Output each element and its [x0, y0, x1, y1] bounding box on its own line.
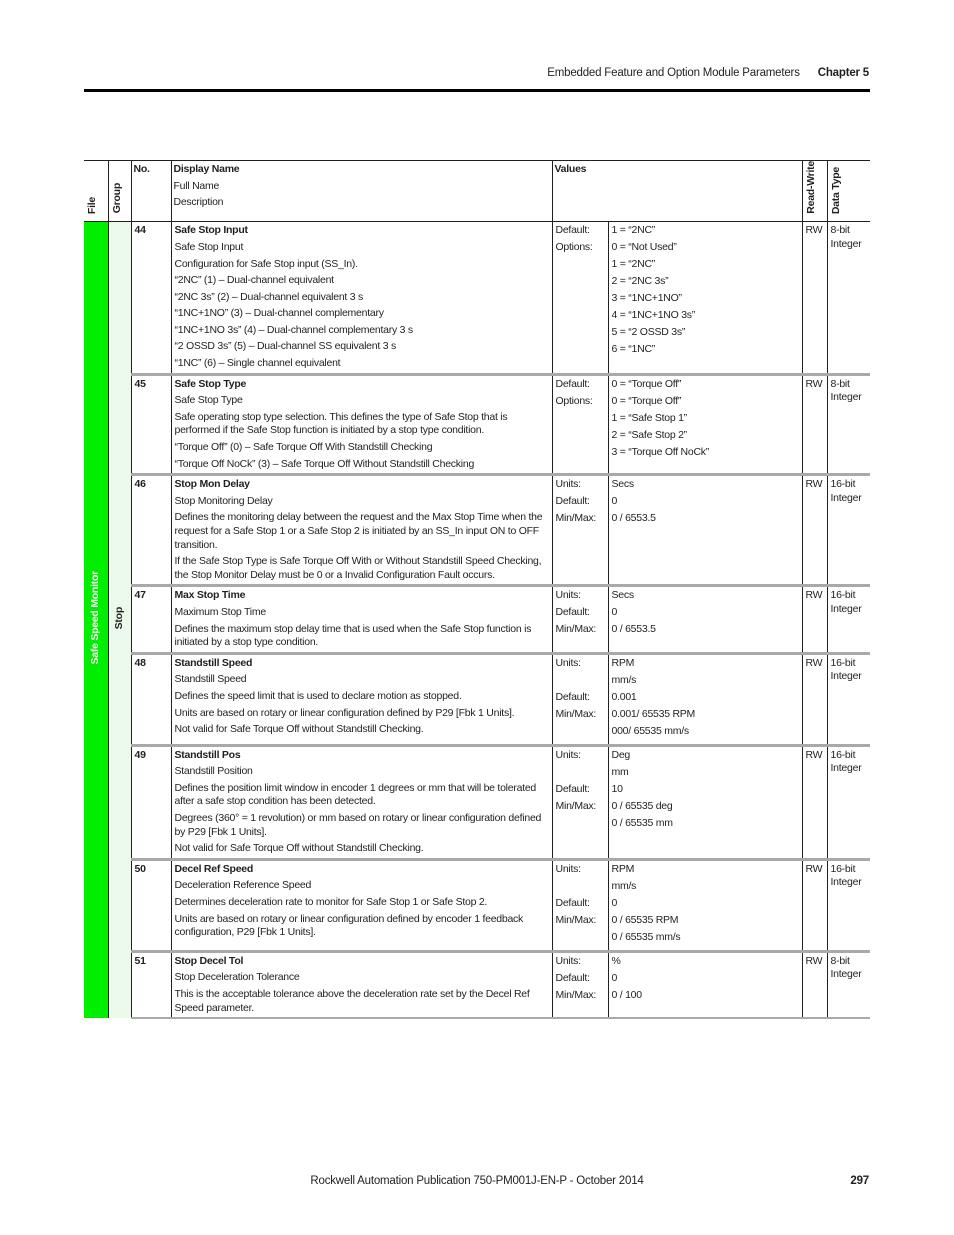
data-type: 16-bit Integer — [827, 586, 870, 653]
value-item: 3 = “Torque Off NoCk” — [611, 445, 710, 458]
value-item: mm/s — [611, 879, 637, 892]
param-description — [171, 586, 552, 653]
file-label: Safe Speed Monitor — [88, 571, 101, 665]
value-label: Options: — [555, 241, 593, 254]
value-list — [608, 586, 802, 653]
value-item: 0 — [611, 971, 618, 984]
display-name: Safe Stop Type — [174, 377, 247, 390]
value-item: 0.001 — [611, 690, 637, 703]
read-write: RW — [802, 374, 827, 475]
value-list — [608, 859, 802, 951]
value-item: Secs — [611, 589, 634, 602]
full-name: Standstill Speed — [174, 673, 247, 686]
param-description — [171, 745, 552, 859]
param-number: 48 — [131, 653, 171, 745]
value-item: 0 — [611, 606, 618, 619]
full-name: Safe Stop Type — [174, 394, 243, 407]
value-label: Min/Max: — [555, 799, 597, 812]
param-number: 46 — [131, 475, 171, 586]
group-label: Stop — [112, 606, 125, 630]
value-label: Min/Max: — [555, 707, 597, 720]
description-line: “2NC” (1) – Dual-channel equivalent — [174, 274, 334, 287]
value-label: Default: — [555, 782, 590, 795]
description-line: If the Safe Stop Type is Safe Torque Off With or Without Standstill Speed Checking, the Stop Monitor Delay must be 0 or a Invalid Configuration Fault occurs. — [174, 555, 542, 581]
description-line: This is the acceptable tolerance above the deceleration rate set by the Decel Ref Speed parameter. — [174, 987, 530, 1014]
description-line: Safe operating stop type selection. This defines the type of Safe Stop that is performed if the Safe Stop function is initiated by a stop type condition. — [174, 410, 508, 437]
value-item: 0 = “Torque Off” — [611, 394, 682, 407]
value-item: RPM — [611, 862, 635, 875]
value-item: 10 — [611, 782, 623, 795]
full-name: Standstill Position — [174, 765, 253, 778]
page-number: 297 — [850, 1175, 869, 1187]
value-label: Units: — [555, 656, 581, 669]
value-list — [608, 653, 802, 745]
value-item: 1 = “2NC” — [611, 258, 656, 271]
value-labels — [552, 653, 608, 745]
read-write: RW — [802, 222, 827, 374]
value-item: 0 = “Torque Off” — [611, 377, 682, 390]
value-item: Secs — [611, 478, 634, 491]
value-item: mm/s — [611, 673, 637, 686]
value-label: Default: — [555, 971, 590, 984]
read-write: RW — [802, 745, 827, 859]
value-item: 6 = “1NC” — [611, 343, 656, 356]
value-labels — [552, 374, 608, 475]
parameter-table — [84, 160, 870, 1019]
description-line: Configuration for Safe Stop input (SS_In). — [174, 257, 358, 270]
chapter-label: Chapter 5 — [817, 67, 869, 79]
data-type: 8-bit Integer — [827, 951, 870, 1018]
value-item: 0 — [611, 896, 618, 909]
value-item: 1 = “2NC” — [611, 224, 656, 237]
value-label: Default: — [555, 495, 590, 508]
value-label — [556, 766, 605, 780]
value-item: Deg — [611, 748, 631, 761]
description-line: Defines the monitoring delay between the request and the Max Stop Time when the request for a Safe Stop 1 or a Safe Stop 2 is initiated by an SS_In input ON to OFF transition. — [174, 511, 543, 551]
read-write: RW — [802, 859, 827, 951]
table-row — [84, 222, 870, 374]
value-list — [608, 951, 802, 1018]
data-type: 8-bit Integer — [827, 222, 870, 374]
header-rule — [84, 89, 870, 92]
display-name: Stop Mon Delay — [174, 478, 250, 491]
group-cell — [108, 222, 131, 1018]
value-label: Default: — [555, 690, 590, 703]
full-name: Stop Deceleration Tolerance — [174, 971, 300, 984]
param-number: 47 — [131, 586, 171, 653]
value-item: 5 = “2 OSSD 3s” — [611, 326, 686, 339]
value-labels — [552, 745, 608, 859]
description-line: Determines deceleration rate to monitor for Safe Stop 1 or Safe Stop 2. — [174, 896, 488, 909]
value-label: Units: — [555, 589, 581, 602]
table-row — [84, 745, 870, 859]
table-row — [84, 859, 870, 951]
description-line: Not valid for Safe Torque Off without Standstill Checking. — [174, 842, 424, 855]
col-no: No. — [131, 161, 171, 222]
table-row — [84, 475, 870, 586]
value-item: 0 / 6553.5 — [611, 623, 656, 636]
description-line: Units are based on rotary or linear configuration defined by P29 [Fbk 1 Units]. — [174, 706, 515, 719]
value-list — [608, 745, 802, 859]
value-item: 0.001/ 65535 RPM — [611, 707, 696, 720]
display-name: Stop Decel Tol — [174, 954, 244, 967]
value-label: Default: — [555, 224, 590, 237]
value-label: Default: — [555, 377, 590, 390]
table-row — [84, 586, 870, 653]
param-number: 49 — [131, 745, 171, 859]
full-name: Stop Monitoring Delay — [174, 494, 273, 507]
value-item: 0 / 6553.5 — [611, 512, 656, 525]
value-label: Default: — [555, 896, 590, 909]
value-label: Default: — [555, 606, 590, 619]
param-description — [171, 222, 552, 374]
description-line: “Torque Off” (0) – Safe Torque Off With Standstill Checking — [174, 441, 433, 454]
description-line: “1NC+1NO 3s” (4) – Dual-channel complementary 3 s — [174, 323, 413, 336]
description-line: “1NC+1NO” (3) – Dual-channel complementary — [174, 307, 384, 320]
description-line: Defines the maximum stop delay time that is used when the Safe Stop function is initiated by a stop type condition. — [174, 622, 532, 649]
value-item: mm — [611, 765, 629, 778]
value-label: Units: — [555, 954, 581, 967]
read-write: RW — [802, 653, 827, 745]
description-line: Not valid for Safe Torque Off without Standstill Checking. — [174, 723, 424, 736]
page-header — [547, 67, 869, 79]
param-description — [171, 374, 552, 475]
param-description — [171, 951, 552, 1018]
col-read-write: Read-Write — [802, 161, 827, 222]
file-cell — [84, 222, 108, 1018]
value-item: % — [611, 954, 621, 967]
data-type: 16-bit Integer — [827, 653, 870, 745]
value-label: Min/Max: — [555, 913, 597, 926]
value-item: 0 / 65535 mm — [611, 816, 673, 829]
value-labels — [552, 222, 608, 374]
value-list — [608, 222, 802, 374]
col-group: Group — [108, 161, 131, 222]
display-name: Max Stop Time — [174, 589, 246, 602]
display-name: Standstill Speed — [174, 656, 253, 669]
value-item: 0 / 100 — [611, 988, 642, 1001]
value-label — [556, 674, 605, 688]
display-name: Safe Stop Input — [174, 224, 248, 237]
value-label: Min/Max: — [555, 512, 597, 525]
value-label: Units: — [555, 478, 581, 491]
param-number: 50 — [131, 859, 171, 951]
param-number: 44 — [131, 222, 171, 374]
data-type: 16-bit Integer — [827, 745, 870, 859]
value-label: Min/Max: — [555, 988, 597, 1001]
value-item: 2 = “Safe Stop 2” — [611, 428, 687, 441]
description-line: Defines the speed limit that is used to declare motion as stopped. — [174, 689, 462, 702]
value-item: 0 = “Not Used” — [611, 241, 677, 254]
param-number: 45 — [131, 374, 171, 475]
param-description — [171, 475, 552, 586]
param-description — [171, 653, 552, 745]
value-item: 0 / 65535 mm/s — [611, 930, 681, 943]
param-number: 51 — [131, 951, 171, 1018]
value-item: RPM — [611, 656, 635, 669]
col-display-name: Display Name Full Name Description — [171, 161, 552, 222]
table-header-row — [84, 161, 870, 222]
value-label: Units: — [555, 862, 581, 875]
value-item: 000/ 65535 mm/s — [611, 724, 689, 737]
value-label: Options: — [555, 394, 593, 407]
data-type: 16-bit Integer — [827, 475, 870, 586]
display-name: Decel Ref Speed — [174, 862, 254, 875]
value-item: 4 = “1NC+1NO 3s” — [611, 309, 696, 322]
value-labels — [552, 951, 608, 1018]
col-data-type: Data Type — [827, 161, 870, 222]
full-name: Deceleration Reference Speed — [174, 879, 312, 892]
section-title: Embedded Feature and Option Module Parameters — [547, 67, 800, 79]
table-row — [84, 653, 870, 745]
value-item: 0 / 65535 deg — [611, 799, 673, 812]
table-row — [84, 951, 870, 1018]
data-type: 16-bit Integer — [827, 859, 870, 951]
value-item: 2 = “2NC 3s” — [611, 275, 669, 288]
value-label: Min/Max: — [555, 623, 597, 636]
full-name: Safe Stop Input — [174, 240, 244, 253]
description-line: “2NC 3s” (2) – Dual-channel equivalent 3 s — [174, 290, 364, 303]
table-row — [84, 374, 870, 475]
param-description — [171, 859, 552, 951]
footer-publication: Rockwell Automation Publication 750-PM001J-EN-P - October 2014 — [310, 1175, 644, 1187]
value-labels — [552, 586, 608, 653]
value-list — [608, 374, 802, 475]
value-labels — [552, 475, 608, 586]
value-labels — [552, 859, 608, 951]
value-label: Units: — [555, 748, 581, 761]
read-write: RW — [802, 475, 827, 586]
description-line: “1NC” (6) – Single channel equivalent — [174, 357, 341, 370]
value-item: 0 / 65535 RPM — [611, 913, 679, 926]
display-name: Standstill Pos — [174, 748, 241, 761]
description-line: “Torque Off NoCk” (3) – Safe Torque Off Without Standstill Checking — [174, 457, 475, 470]
value-item: 3 = “1NC+1NO” — [611, 292, 682, 305]
value-item: 1 = “Safe Stop 1” — [611, 411, 687, 424]
col-file: File — [84, 161, 108, 222]
read-write: RW — [802, 586, 827, 653]
col-values: Values — [552, 161, 802, 222]
read-write: RW — [802, 951, 827, 1018]
data-type: 8-bit Integer — [827, 374, 870, 475]
description-line: Degrees (360° = 1 revolution) or mm based on rotary or linear configuration defined by P29 [Fbk 1 Units]. — [174, 812, 542, 838]
description-line: “2 OSSD 3s” (5) – Dual-channel SS equivalent 3 s — [174, 340, 396, 353]
full-name: Maximum Stop Time — [174, 605, 266, 618]
value-label — [556, 880, 605, 894]
value-list — [608, 475, 802, 586]
value-item: 0 — [611, 495, 618, 508]
description-line: Units are based on rotary or linear configuration defined by encoder 1 feedback configuration, P29 [Fbk 1 Units]. — [174, 912, 524, 939]
description-line: Defines the position limit window in encoder 1 degrees or mm that will be tolerated after a safe stop condition has been detected. — [174, 781, 537, 808]
